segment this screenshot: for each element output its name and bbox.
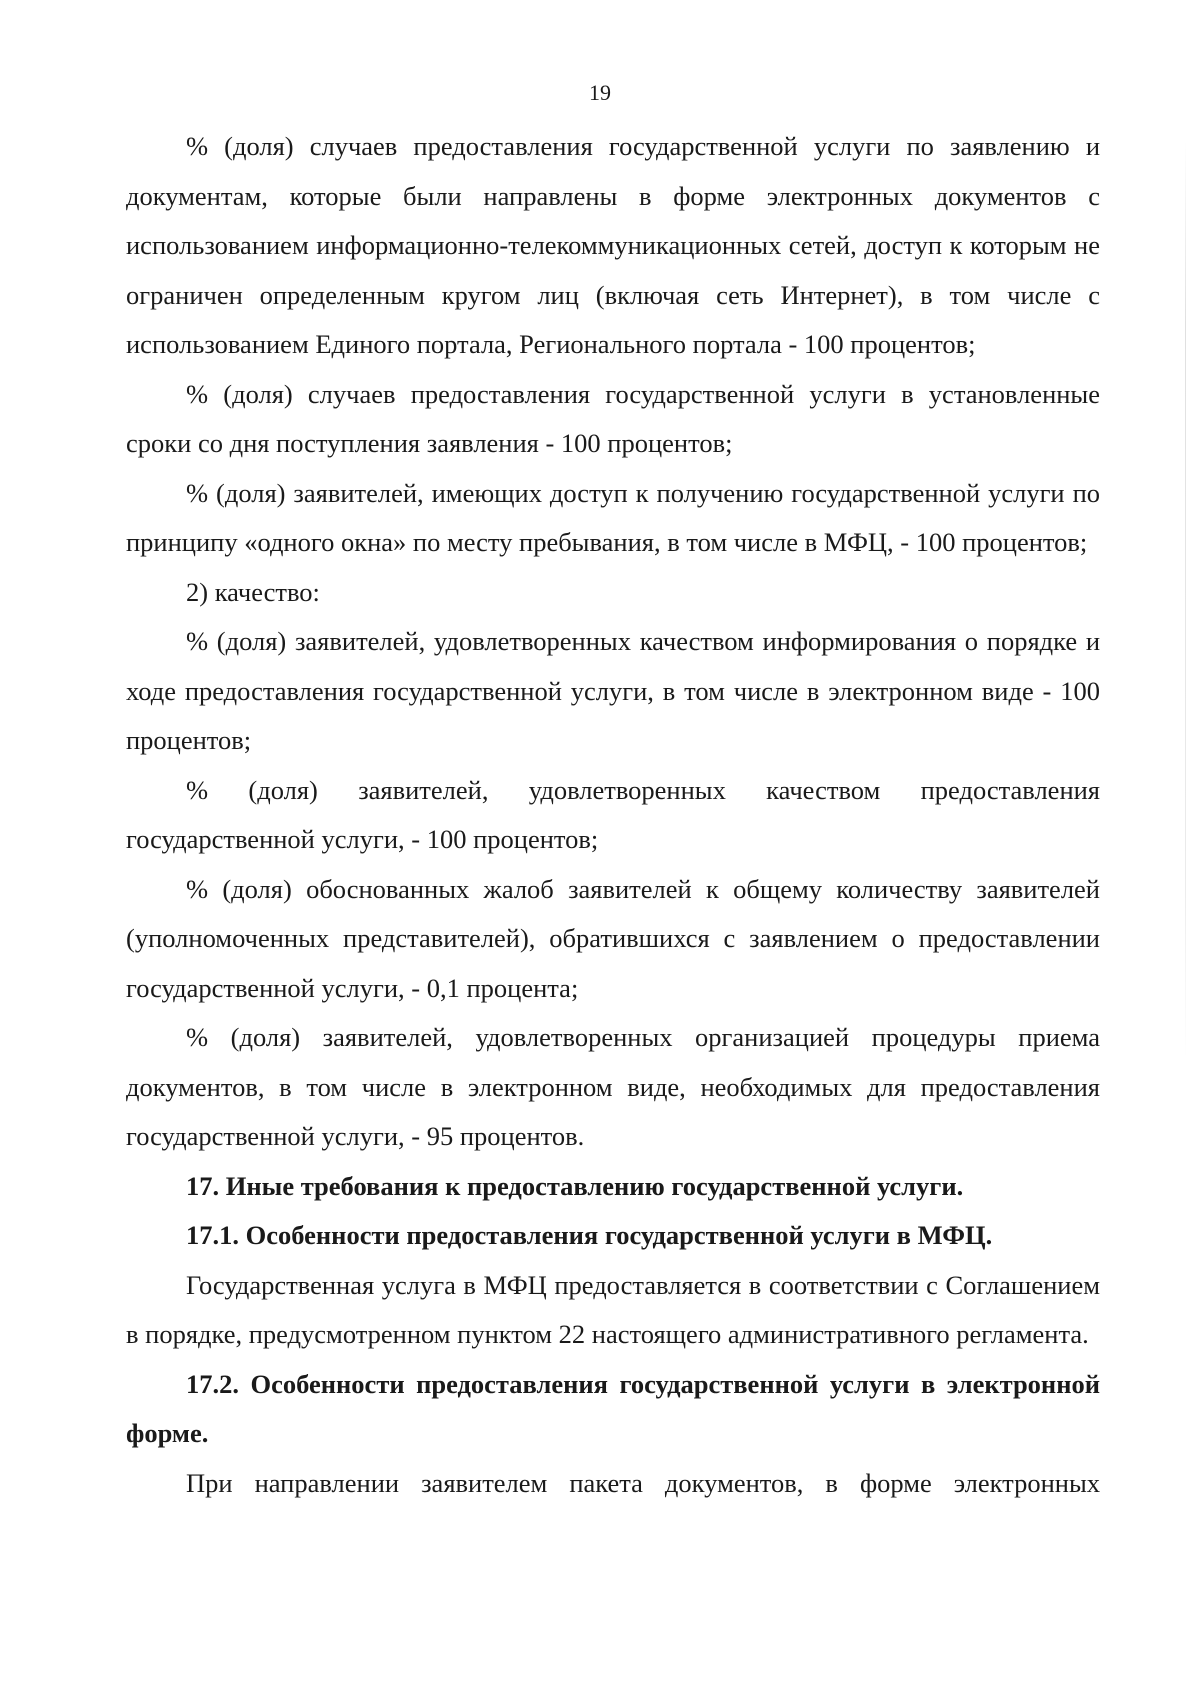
section-heading-17: 17. Иные требования к предоставлению государственной услуги. [186,1170,964,1201]
paragraph-complaints-share: % (доля) обоснованных жалоб заявителей к общему количеству заявителей (уполномоченных представителей), обратившихся с заявлением о предоставлении государственной услуги, - 0,1 процента; [126,873,1100,1003]
paragraph-informing-quality: % (доля) заявителей, удовлетворенных качеством информирования о порядке и ходе предоставления государственной услуги, в том числе в электронном виде - 100 процентов; [126,626,1100,755]
document-body [126,122,1100,1508]
paragraph-service-quality: % (доля) заявителей, удовлетворенных качеством предоставления государственной услуги, - 100 процентов; [126,774,1100,854]
paragraph-reception-share: % (доля) заявителей, удовлетворенных организацией процедуры приема документов, в том числе в электронном виде, необходимых для предоставления государственной услуги, - 95 процентов. [126,1022,1100,1151]
paragraph-electronic-share: % (доля) случаев предоставления государственной услуги по заявлению и документам, которые были направлены в форме электронных документов с использованием информационно-телекоммуникационных сетей, доступ к которым не ограничен определенным кругом лиц (включая сеть Интернет), в том числе с использованием Единого портала, Регионального портала - 100 процентов; [126,131,1100,359]
paragraph-quality-heading: 2) качество: [186,576,320,607]
section-heading-17-1: 17.1. Особенности предоставления государственной услуги в МФЦ. [186,1220,993,1250]
scan-edge-line [1185,140,1186,1060]
paragraph-one-window-share: % (доля) заявителей, имеющих доступ к получению государственной услуги по принципу «одного окна» по месту пребывания, в том числе в МФЦ, - 100 процентов; [126,477,1100,557]
section-heading-17-2: 17.2. Особенности предоставления государственной услуги в электронной форме. [126,1368,1100,1448]
paragraph-mfc-provision: Государственная услуга в МФЦ предоставляется в соответствии с Соглашением в порядке, предусмотренном пунктом 22 настоящего административного регламента. [126,1269,1100,1349]
paragraph-deadline-share: % (доля) случаев предоставления государственной услуги в установленные сроки со дня поступления заявления - 100 процентов; [126,378,1100,458]
paragraph-electronic-submission: При направлении заявителем пакета документов, в форме электронных [186,1467,1100,1498]
page-number: 19 [589,80,611,105]
